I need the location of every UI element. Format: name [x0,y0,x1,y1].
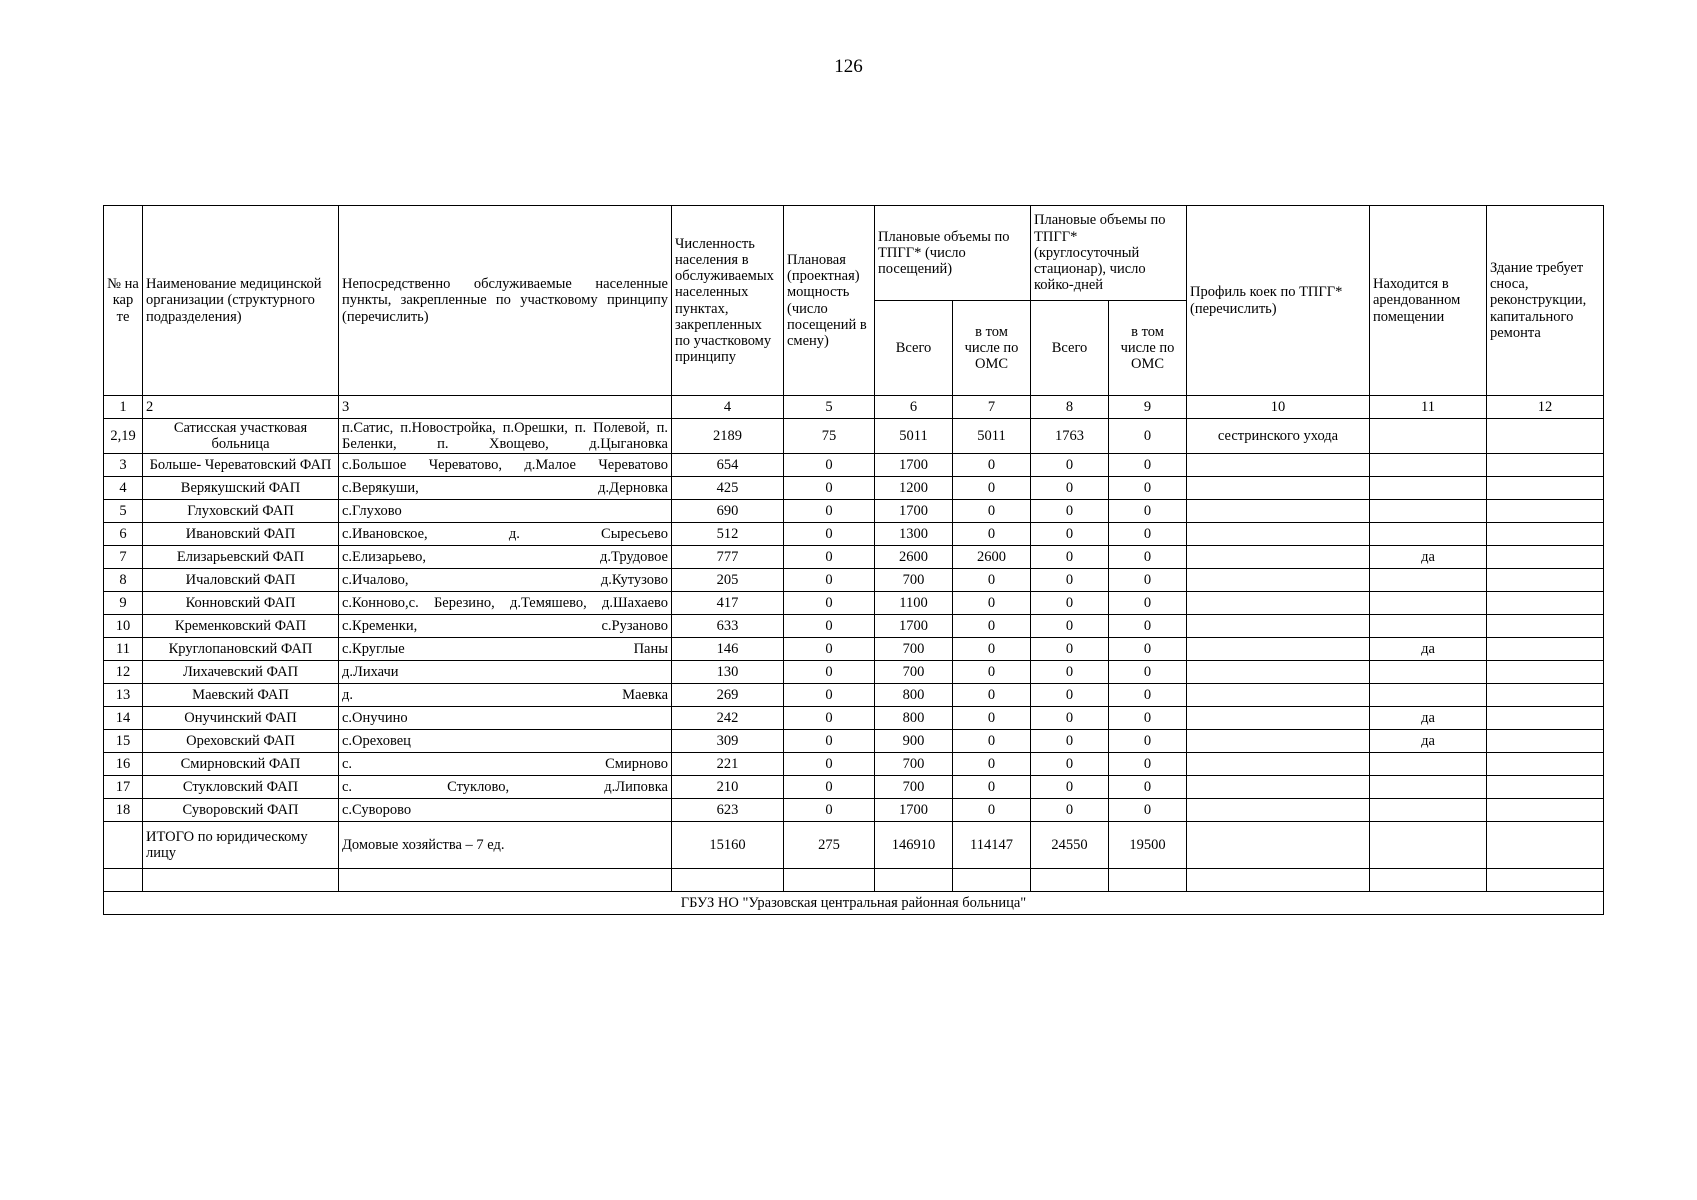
row-visits-total: 700 [875,569,953,592]
row-population: 221 [672,753,784,776]
row-capacity: 0 [784,500,875,523]
row-organization-name: Стукловский ФАП [143,776,339,799]
row-capacity: 0 [784,477,875,500]
row-served-points: с.Верякуши, д.Дерновка [339,477,672,500]
table-row [104,776,1604,799]
row-capacity: 0 [784,776,875,799]
row-served-points: с.Суворово [339,799,672,822]
total-visits-oms: 114147 [953,822,1031,869]
page-number: 126 [834,56,863,77]
row-capacity: 0 [784,707,875,730]
row-organization-name: Больше- Череватовский ФАП [143,454,339,477]
row-map-number: 14 [104,707,143,730]
row-repair [1487,615,1604,638]
row-capacity: 0 [784,546,875,569]
total-row [104,822,1604,869]
row-served-points: с.Онучино [339,707,672,730]
table-row [104,615,1604,638]
row-population: 205 [672,569,784,592]
row-repair [1487,500,1604,523]
total-capacity: 275 [784,822,875,869]
row-bed-days-oms: 0 [1109,500,1187,523]
row-bed-days-total: 0 [1031,753,1109,776]
header-bed-profile: Профиль коек по ТПГГ* (перечислить) [1187,206,1370,396]
table-footer [104,822,1604,915]
row-bed-days-total: 0 [1031,477,1109,500]
row-bed-profile [1187,546,1370,569]
row-rented [1370,799,1487,822]
row-bed-days-total: 0 [1031,523,1109,546]
row-population: 777 [672,546,784,569]
row-visits-oms: 0 [953,753,1031,776]
row-served-points: с.Большое Череватово, д.Малое Череватово [339,454,672,477]
row-bed-profile [1187,661,1370,684]
row-repair [1487,638,1604,661]
row-bed-days-oms: 0 [1109,730,1187,753]
row-bed-profile [1187,638,1370,661]
row-capacity: 0 [784,661,875,684]
row-organization-name: Конновский ФАП [143,592,339,615]
row-served-points: с.Ивановское, д. Сыресьево [339,523,672,546]
row-organization-name: Кременковский ФАП [143,615,339,638]
total-bed-days-oms: 19500 [1109,822,1187,869]
next-organization-title: ГБУЗ НО "Уразовская центральная районная больница" [104,892,1604,915]
row-bed-days-oms: 0 [1109,638,1187,661]
header-visits-oms: в том числе по ОМС [953,301,1031,396]
row-served-points: с.Ичалово, д.Кутузово [339,569,672,592]
table-row [104,500,1604,523]
row-repair [1487,799,1604,822]
row-visits-total: 700 [875,776,953,799]
row-bed-profile [1187,592,1370,615]
total-profile-cell [1187,822,1370,869]
row-map-number: 15 [104,730,143,753]
row-population: 512 [672,523,784,546]
row-bed-profile [1187,730,1370,753]
row-population: 623 [672,799,784,822]
row-bed-days-total: 0 [1031,454,1109,477]
row-map-number: 8 [104,569,143,592]
row-map-number: 11 [104,638,143,661]
row-served-points: с.Кременки, с.Рузаново [339,615,672,638]
header-visits-volume: Плановые объемы по ТПГГ* (число посещений) [875,206,1031,301]
row-population: 633 [672,615,784,638]
row-bed-profile [1187,500,1370,523]
row-repair [1487,730,1604,753]
column-number: 3 [339,396,672,419]
column-number: 8 [1031,396,1109,419]
row-repair [1487,569,1604,592]
row-bed-days-total: 0 [1031,638,1109,661]
row-organization-name: Ивановский ФАП [143,523,339,546]
row-visits-total: 700 [875,638,953,661]
row-bed-days-total: 0 [1031,799,1109,822]
total-repair-cell [1487,822,1604,869]
row-repair [1487,523,1604,546]
row-map-number: 9 [104,592,143,615]
row-bed-days-total: 0 [1031,500,1109,523]
row-organization-name: Суворовский ФАП [143,799,339,822]
row-capacity: 0 [784,730,875,753]
column-number: 5 [784,396,875,419]
row-repair [1487,419,1604,454]
table-body [104,419,1604,822]
row-rented [1370,569,1487,592]
row-visits-total: 700 [875,661,953,684]
row-visits-total: 800 [875,707,953,730]
row-rented: да [1370,546,1487,569]
column-number: 11 [1370,396,1487,419]
row-capacity: 0 [784,454,875,477]
row-bed-days-total: 0 [1031,684,1109,707]
row-repair [1487,477,1604,500]
column-number: 9 [1109,396,1187,419]
row-capacity: 0 [784,523,875,546]
row-visits-oms: 0 [953,569,1031,592]
row-capacity: 0 [784,638,875,661]
row-population: 417 [672,592,784,615]
row-capacity: 0 [784,615,875,638]
total-number-cell [104,822,143,869]
empty-row [104,869,1604,892]
row-capacity: 0 [784,799,875,822]
row-map-number: 18 [104,799,143,822]
row-visits-oms: 0 [953,592,1031,615]
row-bed-days-oms: 0 [1109,419,1187,454]
row-rented [1370,592,1487,615]
row-served-points: д.Лихачи [339,661,672,684]
row-map-number: 12 [104,661,143,684]
row-organization-name: Глуховский ФАП [143,500,339,523]
header-beds-total: Всего [1031,301,1109,396]
column-number: 4 [672,396,784,419]
header-organization: Наименование медицинской организации (структурного подразделения) [143,206,339,396]
row-repair [1487,707,1604,730]
row-population: 654 [672,454,784,477]
row-repair [1487,684,1604,707]
row-organization-name: Лихачевский ФАП [143,661,339,684]
row-capacity: 75 [784,419,875,454]
row-rented [1370,523,1487,546]
row-rented: да [1370,638,1487,661]
row-map-number: 17 [104,776,143,799]
row-visits-total: 1300 [875,523,953,546]
next-organization-row [104,892,1604,915]
row-visits-total: 700 [875,753,953,776]
table-row [104,477,1604,500]
row-bed-days-oms: 0 [1109,569,1187,592]
row-map-number: 6 [104,523,143,546]
row-visits-total: 1700 [875,799,953,822]
row-visits-oms: 2600 [953,546,1031,569]
row-bed-days-oms: 0 [1109,615,1187,638]
row-bed-profile [1187,684,1370,707]
row-bed-days-oms: 0 [1109,523,1187,546]
row-organization-name: Ичаловский ФАП [143,569,339,592]
row-organization-name: Онучинский ФАП [143,707,339,730]
row-bed-profile [1187,776,1370,799]
row-bed-days-total: 0 [1031,615,1109,638]
row-bed-profile [1187,454,1370,477]
row-visits-oms: 0 [953,661,1031,684]
row-visits-oms: 0 [953,523,1031,546]
row-population: 242 [672,707,784,730]
row-served-points: п.Сатис, п.Новостройка, п.Орешки, п. Полевой, п. Беленки, п. Хвощево, д.Цыгановка [339,419,672,454]
header-bed-days-volume: Плановые объемы по ТПГГ* (круглосуточный стационар), число койко-дней [1031,206,1187,301]
table-row [104,569,1604,592]
row-bed-profile [1187,799,1370,822]
table-row [104,638,1604,661]
row-organization-name: Елизарьевский ФАП [143,546,339,569]
header-population: Численность населения в обслуживаемых населенных пунктах, закрепленных по участковому принципу [672,206,784,396]
row-bed-days-oms: 0 [1109,661,1187,684]
row-population: 269 [672,684,784,707]
row-visits-oms: 0 [953,477,1031,500]
row-organization-name: Маевский ФАП [143,684,339,707]
row-rented [1370,500,1487,523]
row-visits-oms: 0 [953,684,1031,707]
row-population: 130 [672,661,784,684]
row-rented: да [1370,707,1487,730]
row-visits-oms: 5011 [953,419,1031,454]
row-bed-days-total: 0 [1031,546,1109,569]
row-bed-days-oms: 0 [1109,684,1187,707]
row-served-points: с.Ореховец [339,730,672,753]
row-bed-profile [1187,753,1370,776]
table-row [104,592,1604,615]
row-served-points: с.Глухово [339,500,672,523]
row-visits-total: 1700 [875,500,953,523]
row-visits-oms: 0 [953,799,1031,822]
row-bed-days-oms: 0 [1109,707,1187,730]
row-served-points: с. Смирново [339,753,672,776]
row-organization-name: Сатисская участковая больница [143,419,339,454]
table-header [104,206,1604,419]
row-organization-name: Верякушский ФАП [143,477,339,500]
table-row [104,419,1604,454]
row-organization-name: Круглопановский ФАП [143,638,339,661]
column-number: 12 [1487,396,1604,419]
table-row [104,753,1604,776]
row-visits-oms: 0 [953,454,1031,477]
row-map-number: 3 [104,454,143,477]
row-visits-total: 1200 [875,477,953,500]
row-rented [1370,419,1487,454]
table-row [104,707,1604,730]
row-map-number: 4 [104,477,143,500]
row-rented [1370,454,1487,477]
row-served-points: с.Елизарьево, д.Трудовое [339,546,672,569]
table-row [104,546,1604,569]
row-bed-days-total: 0 [1031,661,1109,684]
row-repair [1487,661,1604,684]
row-bed-days-total: 0 [1031,569,1109,592]
row-visits-oms: 0 [953,730,1031,753]
column-number: 7 [953,396,1031,419]
row-organization-name: Смирновский ФАП [143,753,339,776]
total-points: Домовые хозяйства – 7 ед. [339,822,672,869]
total-population: 15160 [672,822,784,869]
row-visits-total: 800 [875,684,953,707]
row-map-number: 5 [104,500,143,523]
row-served-points: с. Стуклово, д.Липовка [339,776,672,799]
row-population: 425 [672,477,784,500]
row-visits-total: 1100 [875,592,953,615]
row-bed-days-total: 0 [1031,592,1109,615]
row-repair [1487,776,1604,799]
facilities-table [103,205,1604,915]
header-repair: Здание требует сноса, реконструкции, капитального ремонта [1487,206,1604,396]
row-organization-name: Ореховский ФАП [143,730,339,753]
row-visits-oms: 0 [953,707,1031,730]
row-bed-days-oms: 0 [1109,546,1187,569]
row-map-number: 10 [104,615,143,638]
header-rented: Находится в арендованном помещении [1370,206,1487,396]
row-map-number: 16 [104,753,143,776]
row-repair [1487,753,1604,776]
row-visits-total: 5011 [875,419,953,454]
table-row [104,661,1604,684]
header-map-number: № на кар те [104,206,143,396]
header-served-points: Непосредственно обслуживаемые населенные пункты, закрепленные по участковому принципу (перечислить) [339,206,672,396]
row-bed-profile: сестринского ухода [1187,419,1370,454]
header-capacity: Плановая (проектная) мощность (число посещений в смену) [784,206,875,396]
row-served-points: д. Маевка [339,684,672,707]
table-row [104,454,1604,477]
row-repair [1487,592,1604,615]
row-rented [1370,753,1487,776]
total-bed-days: 24550 [1031,822,1109,869]
row-bed-days-oms: 0 [1109,799,1187,822]
row-population: 146 [672,638,784,661]
row-bed-days-oms: 0 [1109,753,1187,776]
column-number: 2 [143,396,339,419]
row-served-points: с.Круглые Паны [339,638,672,661]
row-bed-profile [1187,707,1370,730]
row-bed-days-total: 1763 [1031,419,1109,454]
header-beds-oms: в том числе по ОМС [1109,301,1187,396]
row-population: 690 [672,500,784,523]
row-visits-oms: 0 [953,776,1031,799]
row-visits-oms: 0 [953,500,1031,523]
column-number: 1 [104,396,143,419]
row-bed-days-oms: 0 [1109,477,1187,500]
row-bed-days-total: 0 [1031,776,1109,799]
row-served-points: с.Конново,с. Березино, д.Темяшево, д.Шахаево [339,592,672,615]
row-capacity: 0 [784,684,875,707]
row-rented [1370,477,1487,500]
total-visits: 146910 [875,822,953,869]
row-repair [1487,454,1604,477]
row-rented [1370,615,1487,638]
table-row [104,684,1604,707]
row-population: 210 [672,776,784,799]
row-population: 309 [672,730,784,753]
row-visits-oms: 0 [953,638,1031,661]
row-map-number: 13 [104,684,143,707]
table-row [104,523,1604,546]
column-number: 10 [1187,396,1370,419]
row-bed-days-oms: 0 [1109,592,1187,615]
row-bed-profile [1187,615,1370,638]
table-row [104,730,1604,753]
total-rented-cell [1370,822,1487,869]
row-bed-profile [1187,523,1370,546]
row-capacity: 0 [784,569,875,592]
row-rented [1370,661,1487,684]
row-repair [1487,546,1604,569]
row-capacity: 0 [784,753,875,776]
row-rented [1370,684,1487,707]
row-visits-total: 1700 [875,454,953,477]
column-number: 6 [875,396,953,419]
row-bed-days-total: 0 [1031,707,1109,730]
row-visits-total: 1700 [875,615,953,638]
row-population: 2189 [672,419,784,454]
column-numbers-row [104,396,1604,419]
row-map-number: 2,19 [104,419,143,454]
total-label: ИТОГО по юридическому лицу [143,822,339,869]
table-row [104,799,1604,822]
row-visits-total: 2600 [875,546,953,569]
row-bed-days-oms: 0 [1109,454,1187,477]
row-bed-profile [1187,569,1370,592]
header-visits-total: Всего [875,301,953,396]
row-bed-profile [1187,477,1370,500]
row-capacity: 0 [784,592,875,615]
row-rented [1370,776,1487,799]
row-bed-days-total: 0 [1031,730,1109,753]
row-bed-days-oms: 0 [1109,776,1187,799]
row-rented: да [1370,730,1487,753]
row-visits-oms: 0 [953,615,1031,638]
row-map-number: 7 [104,546,143,569]
row-visits-total: 900 [875,730,953,753]
